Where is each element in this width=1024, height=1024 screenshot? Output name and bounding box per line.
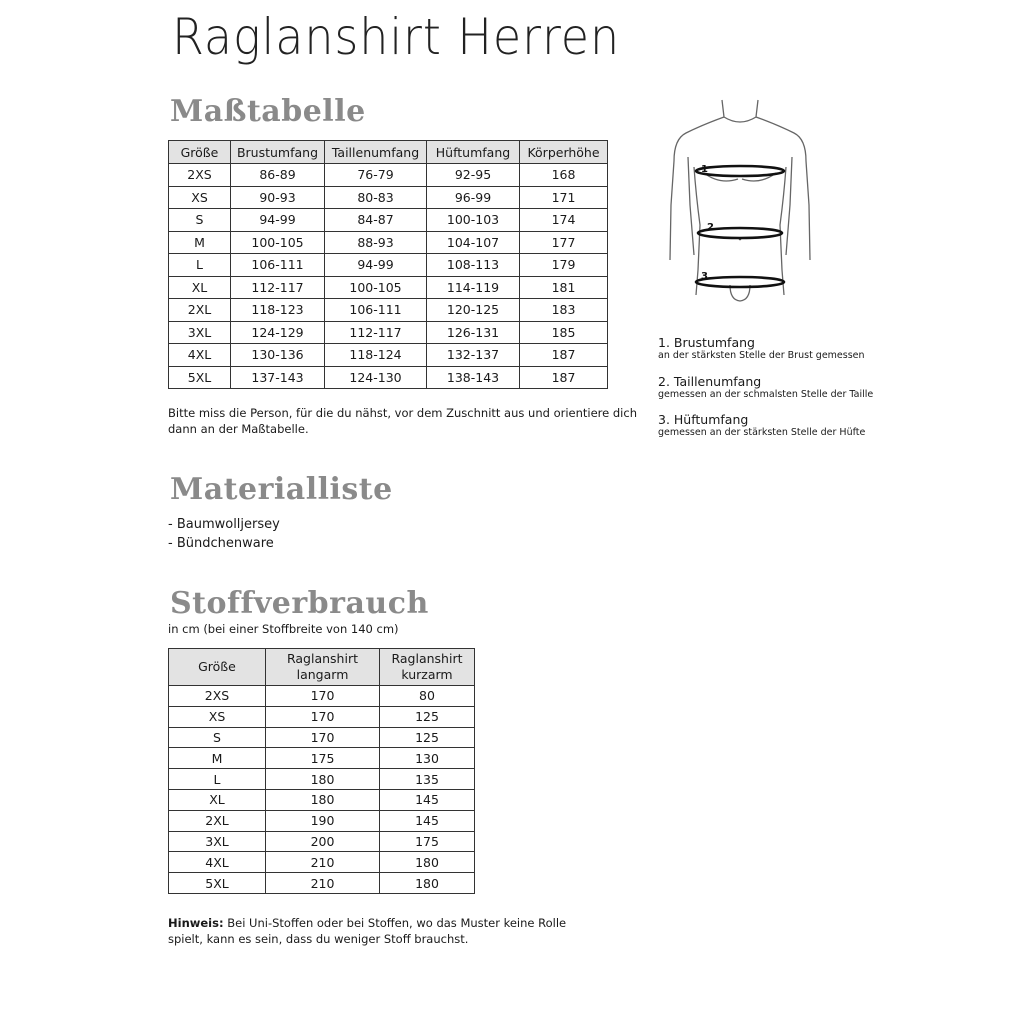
cell: 4XL bbox=[169, 852, 266, 873]
table-row bbox=[169, 321, 608, 344]
measure-heading: Maßtabelle bbox=[170, 94, 366, 129]
cell: 210 bbox=[266, 852, 380, 873]
cell: 130-136 bbox=[231, 344, 325, 367]
cell: 118-124 bbox=[325, 344, 427, 367]
cell: 132-137 bbox=[427, 344, 520, 367]
table-row bbox=[169, 769, 475, 790]
measure-note-line: Bitte miss die Person, für die du nähst, vor dem Zuschnitt aus und orientiere dich bbox=[168, 406, 637, 420]
cell: 90-93 bbox=[231, 186, 325, 209]
cell: 5XL bbox=[169, 873, 266, 894]
materials-list bbox=[168, 515, 280, 553]
cell: 171 bbox=[520, 186, 608, 209]
cell: L bbox=[169, 254, 231, 277]
cell: 124-129 bbox=[231, 321, 325, 344]
chest-measure-line bbox=[696, 166, 784, 176]
table-row bbox=[169, 254, 608, 277]
cell: 118-123 bbox=[231, 299, 325, 322]
hip-measure-line bbox=[696, 277, 784, 287]
cell: 210 bbox=[266, 873, 380, 894]
cell: 200 bbox=[266, 831, 380, 852]
table-row bbox=[169, 686, 475, 707]
cell: 5XL bbox=[169, 366, 231, 389]
table-row bbox=[169, 344, 608, 367]
cell: 135 bbox=[380, 769, 475, 790]
cell: 125 bbox=[380, 727, 475, 748]
cell: 180 bbox=[380, 873, 475, 894]
cell: 80 bbox=[380, 686, 475, 707]
table-row bbox=[169, 186, 608, 209]
col-header-longsleeve bbox=[266, 649, 380, 686]
col-header-waist: Taillenumfang bbox=[325, 141, 427, 164]
col-header-chest: Brustumfang bbox=[231, 141, 325, 164]
cell: 145 bbox=[380, 789, 475, 810]
cell: 120-125 bbox=[427, 299, 520, 322]
table-row bbox=[169, 789, 475, 810]
cell: 170 bbox=[266, 686, 380, 707]
fabric-table bbox=[168, 648, 475, 894]
cell: 179 bbox=[520, 254, 608, 277]
legend-subtitle: gemessen an der stärksten Stelle der Hüfte bbox=[658, 427, 866, 438]
hint-line: spielt, kann es sein, dass du weniger Stoff brauchst. bbox=[168, 932, 469, 946]
page-title: Raglanshirt Herren bbox=[172, 8, 621, 66]
cell: XL bbox=[169, 789, 266, 810]
col-header-size: Größe bbox=[169, 141, 231, 164]
cell: 108-113 bbox=[427, 254, 520, 277]
cell: M bbox=[169, 231, 231, 254]
cell: XS bbox=[169, 706, 266, 727]
legend-item-hip bbox=[658, 412, 865, 439]
fabric-header-row bbox=[169, 649, 475, 686]
cell: 177 bbox=[520, 231, 608, 254]
hint-text: Bei Uni-Stoffen oder bei Stoffen, wo das Muster keine Rolle bbox=[223, 916, 567, 930]
cell: 2XS bbox=[169, 686, 266, 707]
measure-header-row bbox=[169, 141, 608, 164]
cell: 106-111 bbox=[231, 254, 325, 277]
cell: 190 bbox=[266, 810, 380, 831]
legend-title: 2. Taillenumfang bbox=[658, 374, 762, 389]
cell: 2XS bbox=[169, 164, 231, 187]
cell: S bbox=[169, 727, 266, 748]
cell: 80-83 bbox=[325, 186, 427, 209]
hint-line bbox=[168, 915, 566, 931]
measure-note-line: dann an der Maßtabelle. bbox=[168, 422, 309, 436]
cell: 168 bbox=[520, 164, 608, 187]
cell: 84-87 bbox=[325, 209, 427, 232]
cell: 180 bbox=[266, 789, 380, 810]
fabric-subtitle: in cm (bei einer Stoffbreite von 140 cm) bbox=[168, 622, 399, 636]
cell: 100-105 bbox=[325, 276, 427, 299]
cell: XS bbox=[169, 186, 231, 209]
cell: 138-143 bbox=[427, 366, 520, 389]
measure-table bbox=[168, 140, 608, 389]
header-line: kurzarm bbox=[401, 667, 453, 682]
col-header-height: Körperhöhe bbox=[520, 141, 608, 164]
cell: 185 bbox=[520, 321, 608, 344]
cell: 125 bbox=[380, 706, 475, 727]
marker-2: 2 bbox=[707, 222, 714, 233]
legend-title: 1. Brustumfang bbox=[658, 335, 755, 350]
cell: 170 bbox=[266, 727, 380, 748]
cell: 130 bbox=[380, 748, 475, 769]
measure-note bbox=[168, 405, 637, 437]
cell: 175 bbox=[380, 831, 475, 852]
cell: 3XL bbox=[169, 831, 266, 852]
cell: 104-107 bbox=[427, 231, 520, 254]
cell: 181 bbox=[520, 276, 608, 299]
cell: 76-79 bbox=[325, 164, 427, 187]
table-row bbox=[169, 299, 608, 322]
materials-heading: Materialliste bbox=[170, 472, 393, 507]
cell: 86-89 bbox=[231, 164, 325, 187]
cell: 96-99 bbox=[427, 186, 520, 209]
cell: XL bbox=[169, 276, 231, 299]
cell: 145 bbox=[380, 810, 475, 831]
legend-subtitle: an der stärksten Stelle der Brust gemessen bbox=[658, 350, 865, 361]
cell: 175 bbox=[266, 748, 380, 769]
table-row bbox=[169, 209, 608, 232]
cell: 94-99 bbox=[231, 209, 325, 232]
cell: 114-119 bbox=[427, 276, 520, 299]
table-row bbox=[169, 706, 475, 727]
table-row bbox=[169, 831, 475, 852]
col-header-shortsleeve bbox=[380, 649, 475, 686]
list-item: - Bündchenware bbox=[168, 536, 274, 551]
table-row bbox=[169, 873, 475, 894]
cell: 92-95 bbox=[427, 164, 520, 187]
marker-3: 3 bbox=[701, 271, 708, 282]
col-header-size: Größe bbox=[169, 649, 266, 686]
cell: S bbox=[169, 209, 231, 232]
table-row bbox=[169, 810, 475, 831]
cell: 88-93 bbox=[325, 231, 427, 254]
cell: 112-117 bbox=[325, 321, 427, 344]
table-row bbox=[169, 727, 475, 748]
hint-label: Hinweis: bbox=[168, 916, 224, 930]
cell: 2XL bbox=[169, 810, 266, 831]
table-row bbox=[169, 231, 608, 254]
cell: 187 bbox=[520, 344, 608, 367]
cell: 137-143 bbox=[231, 366, 325, 389]
body-figure-illustration bbox=[660, 95, 820, 315]
cell: L bbox=[169, 769, 266, 790]
legend-title: 3. Hüftumfang bbox=[658, 412, 749, 427]
table-row bbox=[169, 366, 608, 389]
legend-subtitle: gemessen an der schmalsten Stelle der Taille bbox=[658, 389, 874, 400]
cell: 180 bbox=[380, 852, 475, 873]
hint-note bbox=[168, 915, 566, 947]
list-item: - Baumwolljersey bbox=[168, 517, 280, 532]
table-row bbox=[169, 852, 475, 873]
cell: 2XL bbox=[169, 299, 231, 322]
fabric-heading: Stoffverbrauch bbox=[170, 586, 429, 621]
cell: 112-117 bbox=[231, 276, 325, 299]
cell: 106-111 bbox=[325, 299, 427, 322]
cell: 174 bbox=[520, 209, 608, 232]
legend-item-waist bbox=[658, 374, 873, 401]
cell: 4XL bbox=[169, 344, 231, 367]
marker-1: 1 bbox=[701, 164, 708, 175]
header-line: Raglanshirt bbox=[286, 651, 358, 666]
table-row bbox=[169, 748, 475, 769]
table-row bbox=[169, 164, 608, 187]
cell: 124-130 bbox=[325, 366, 427, 389]
cell: 126-131 bbox=[427, 321, 520, 344]
header-line: langarm bbox=[296, 667, 349, 682]
cell: 180 bbox=[266, 769, 380, 790]
cell: 100-103 bbox=[427, 209, 520, 232]
cell: 3XL bbox=[169, 321, 231, 344]
col-header-hip: Hüftumfang bbox=[427, 141, 520, 164]
cell: 94-99 bbox=[325, 254, 427, 277]
table-row bbox=[169, 276, 608, 299]
cell: 100-105 bbox=[231, 231, 325, 254]
cell: M bbox=[169, 748, 266, 769]
header-line: Raglanshirt bbox=[391, 651, 463, 666]
cell: 170 bbox=[266, 706, 380, 727]
cell: 187 bbox=[520, 366, 608, 389]
legend-item-chest bbox=[658, 335, 865, 362]
cell: 183 bbox=[520, 299, 608, 322]
